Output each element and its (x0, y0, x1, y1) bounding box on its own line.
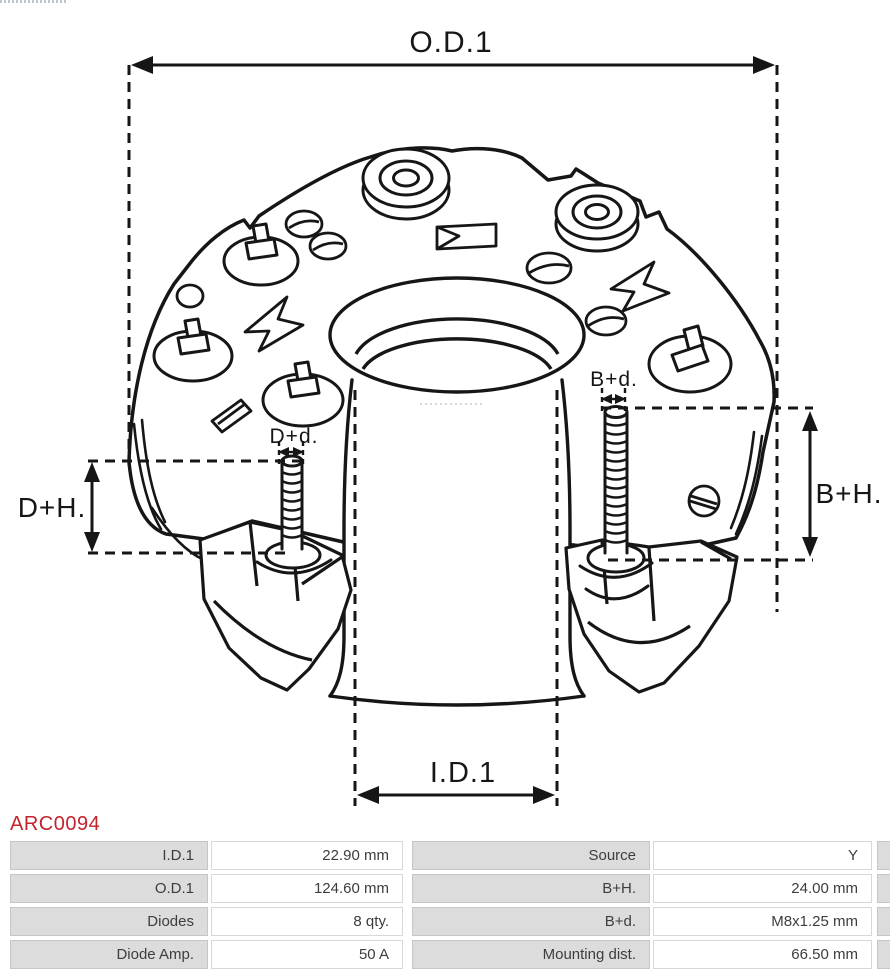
dh-label: D+H. (17, 492, 87, 523)
spec-table-left (10, 841, 403, 973)
spec-label: Mounting dist. (412, 940, 650, 969)
spec-table-overflow (877, 841, 890, 973)
mounting-boss-1 (363, 149, 449, 219)
spec-value: 124.60 mm (211, 874, 403, 903)
table-row (10, 940, 403, 969)
spec-value: 50 A (211, 940, 403, 969)
center-sleeve (330, 380, 584, 708)
sleeve-collar (330, 278, 584, 392)
id1-label: I.D.1 (429, 757, 497, 789)
oval-hole-1 (286, 211, 322, 237)
table-row (10, 874, 403, 903)
table-row (10, 841, 403, 870)
spec-value: 8 qty. (211, 907, 403, 936)
mounting-boss-2 (556, 185, 638, 251)
spec-label: B+H. (412, 874, 650, 903)
spec-table-right (412, 841, 872, 973)
spec-value: Y (653, 841, 872, 870)
spec-value: 24.00 mm (653, 874, 872, 903)
spec-label: Diode Amp. (10, 940, 208, 969)
small-round-hole (177, 285, 203, 307)
bh-label: B+H. (815, 478, 883, 509)
spec-value: M8x1.25 mm (653, 907, 872, 936)
spec-value: 22.90 mm (211, 841, 403, 870)
oval-hole-4 (586, 307, 626, 335)
spec-label: O.D.1 (10, 874, 208, 903)
od1-label: O.D.1 (409, 26, 493, 59)
spec-label: Diodes (10, 907, 208, 936)
table-row (412, 907, 872, 936)
spec-label: B+d. (412, 907, 650, 936)
table-row (412, 940, 872, 969)
spec-label: I.D.1 (10, 841, 208, 870)
oval-hole-2 (310, 233, 346, 259)
oval-hole-3 (527, 253, 571, 283)
dd-label: D+d. (269, 425, 319, 448)
table-row (412, 841, 872, 870)
spec-value: 66.50 mm (653, 940, 872, 969)
table-row (10, 907, 403, 936)
part-number: ARC0094 (10, 813, 101, 835)
table-row (412, 874, 872, 903)
bd-label: B+d. (590, 368, 638, 391)
spec-label: Source (412, 841, 650, 870)
